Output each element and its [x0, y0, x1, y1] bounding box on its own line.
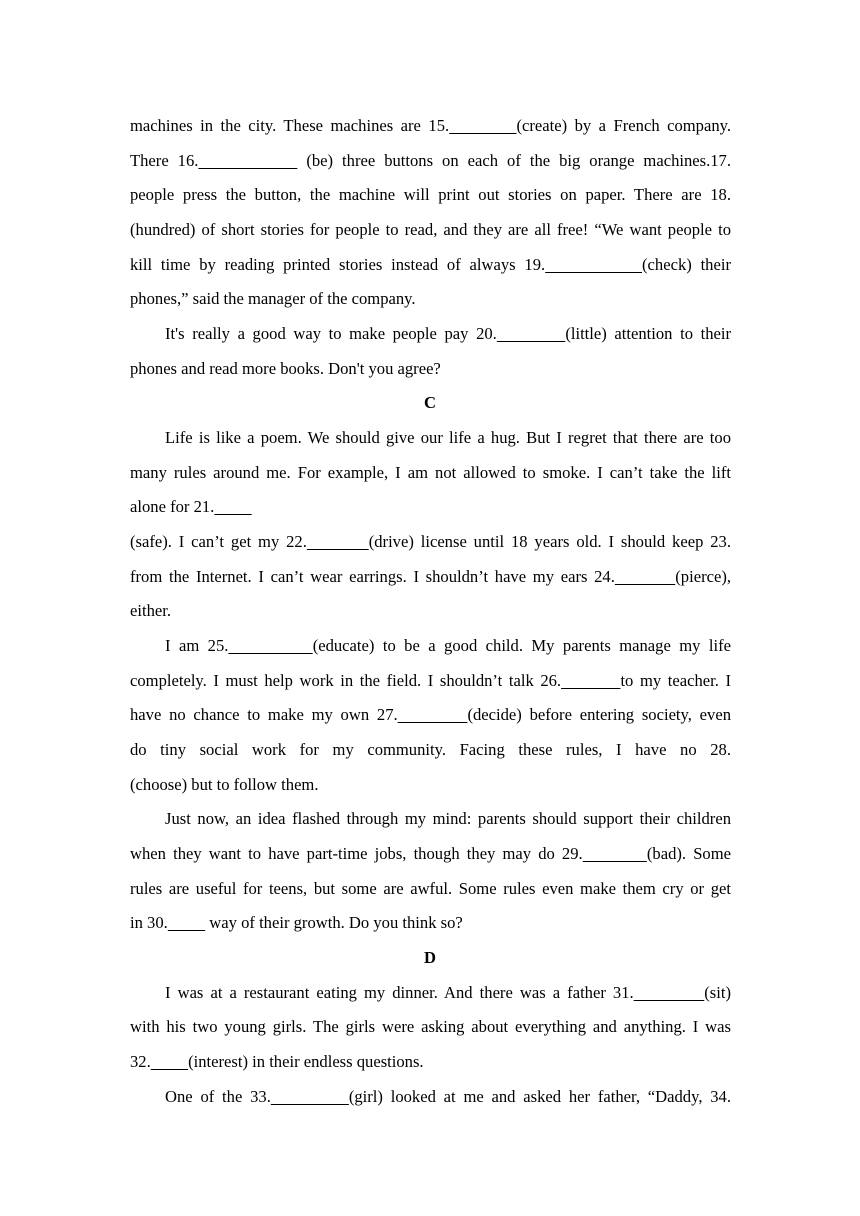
text-line — [130, 218, 731, 242]
answer-blank — [545, 255, 642, 274]
text-segment: with his two young girls. The girls were asking about everything and anything. I was — [130, 1017, 731, 1037]
text-line — [130, 703, 731, 727]
text-segment: machines in the city. These machines are 15. — [130, 116, 450, 135]
text-segment: (safe). I can’t get my 22. — [130, 531, 307, 551]
text-line — [165, 426, 731, 450]
text-segment: 32. — [130, 1051, 151, 1071]
text-line — [130, 877, 731, 901]
text-line — [130, 599, 731, 623]
section-heading — [0, 946, 860, 970]
text-segment: from the Internet. I can’t wear earrings. I shouldn’t have my ears 24. — [130, 566, 615, 586]
text-line — [130, 183, 731, 207]
text-segment: (girl) looked at me and asked her father, “Daddy, 34. — [348, 1086, 732, 1106]
text-segment: (check) their — [642, 254, 731, 274]
text-line — [130, 495, 731, 519]
answer-blank — [583, 844, 647, 863]
text-segment: (pierce), — [675, 566, 731, 586]
text-line — [130, 565, 731, 589]
answer-blank — [271, 1087, 349, 1106]
text-segment: Life is like a poem. We should give our life a hug. But I regret that there are too — [165, 427, 731, 447]
text-segment: I was at a restaurant eating my dinner. And there was a father 31. — [165, 982, 634, 1002]
text-segment: (choose) but to follow them. — [130, 774, 319, 794]
text-segment: kill time by reading printed stories instead of always 19. — [130, 254, 546, 274]
text-segment: to my teacher. I — [620, 670, 731, 690]
section-heading — [0, 391, 860, 415]
text-segment: rules are useful for teens, but some are awful. Some rules even make them cry or get — [130, 878, 731, 898]
text-line — [130, 1050, 731, 1074]
answer-blank — [497, 324, 566, 343]
text-segment: people press the button, the machine will print out stories on paper. There are 18. — [130, 185, 731, 205]
text-segment: when they want to have part-time jobs, though they may do 29. — [130, 843, 583, 863]
answer-blank — [615, 567, 675, 586]
text-segment: way of their growth. Do you think so? — [205, 913, 463, 933]
text-segment: have no chance to make my own 27. — [130, 705, 398, 725]
text-line — [130, 530, 731, 554]
text-line — [130, 253, 731, 277]
answer-blank — [634, 983, 705, 1002]
text-line — [130, 461, 731, 485]
text-line — [130, 287, 731, 311]
text-segment: in 30. — [130, 913, 168, 933]
text-segment: (educate) to be a good child. My parents manage my life — [312, 635, 732, 655]
text-segment: (interest) in their endless questions. — [188, 1051, 424, 1071]
text-segment: do tiny social work for my community. Facing these rules, I have no 28. — [130, 739, 731, 759]
text-line — [165, 981, 731, 1005]
text-line — [130, 911, 731, 935]
text-segment: (sit) — [704, 982, 732, 1002]
text-line — [165, 807, 731, 831]
answer-blank — [151, 1052, 188, 1071]
text-line — [130, 773, 731, 797]
answer-blank — [307, 532, 369, 551]
text-segment: phones,” said the manager of the company. — [130, 289, 416, 309]
text-segment: One of the 33. — [165, 1086, 271, 1106]
text-line — [130, 357, 731, 381]
text-line — [130, 149, 731, 173]
answer-blank — [198, 151, 297, 170]
text-line — [165, 634, 731, 658]
text-segment: completely. I must help work in the field. I shouldn’t talk 26. — [130, 670, 562, 690]
text-line — [130, 1015, 731, 1039]
text-segment: (hundred) of short stories for people to read, and they are all free! “We want people to — [130, 220, 731, 239]
text-segment: either. — [130, 601, 172, 621]
text-line — [130, 842, 731, 866]
text-line — [165, 322, 731, 346]
text-line — [130, 669, 731, 693]
text-segment: (create) by a French company. — [516, 116, 731, 135]
answer-blank — [398, 705, 468, 724]
text-segment: D — [424, 947, 436, 967]
answer-blank — [228, 636, 312, 655]
text-segment: It's really a good way to make people pay 20. — [165, 324, 497, 343]
text-segment: many rules around me. For example, I am not allowed to smoke. I can’t take the lift — [130, 462, 731, 482]
text-line — [130, 114, 731, 138]
text-segment: (be) three buttons on each of the big orange machines.17. — [297, 150, 731, 170]
text-line — [165, 1085, 731, 1109]
answer-blank — [561, 671, 620, 690]
text-segment: (little) attention to their — [565, 324, 732, 343]
text-segment: (drive) license until 18 years old. I should keep 23. — [368, 531, 731, 551]
answer-blank — [168, 913, 205, 932]
text-segment: C — [424, 393, 436, 413]
text-segment: Just now, an idea flashed through my mind: parents should support their children — [165, 809, 731, 829]
text-segment: There 16. — [130, 150, 199, 170]
text-segment: I am 25. — [165, 635, 229, 655]
text-segment: (decide) before entering society, even — [467, 705, 731, 725]
text-segment: (bad). Some — [646, 843, 731, 863]
answer-blank — [214, 497, 251, 516]
text-segment: phones and read more books. Don't you agree? — [130, 358, 441, 378]
text-line — [130, 738, 731, 762]
text-segment: alone for 21. — [130, 497, 215, 517]
answer-blank — [449, 116, 516, 135]
